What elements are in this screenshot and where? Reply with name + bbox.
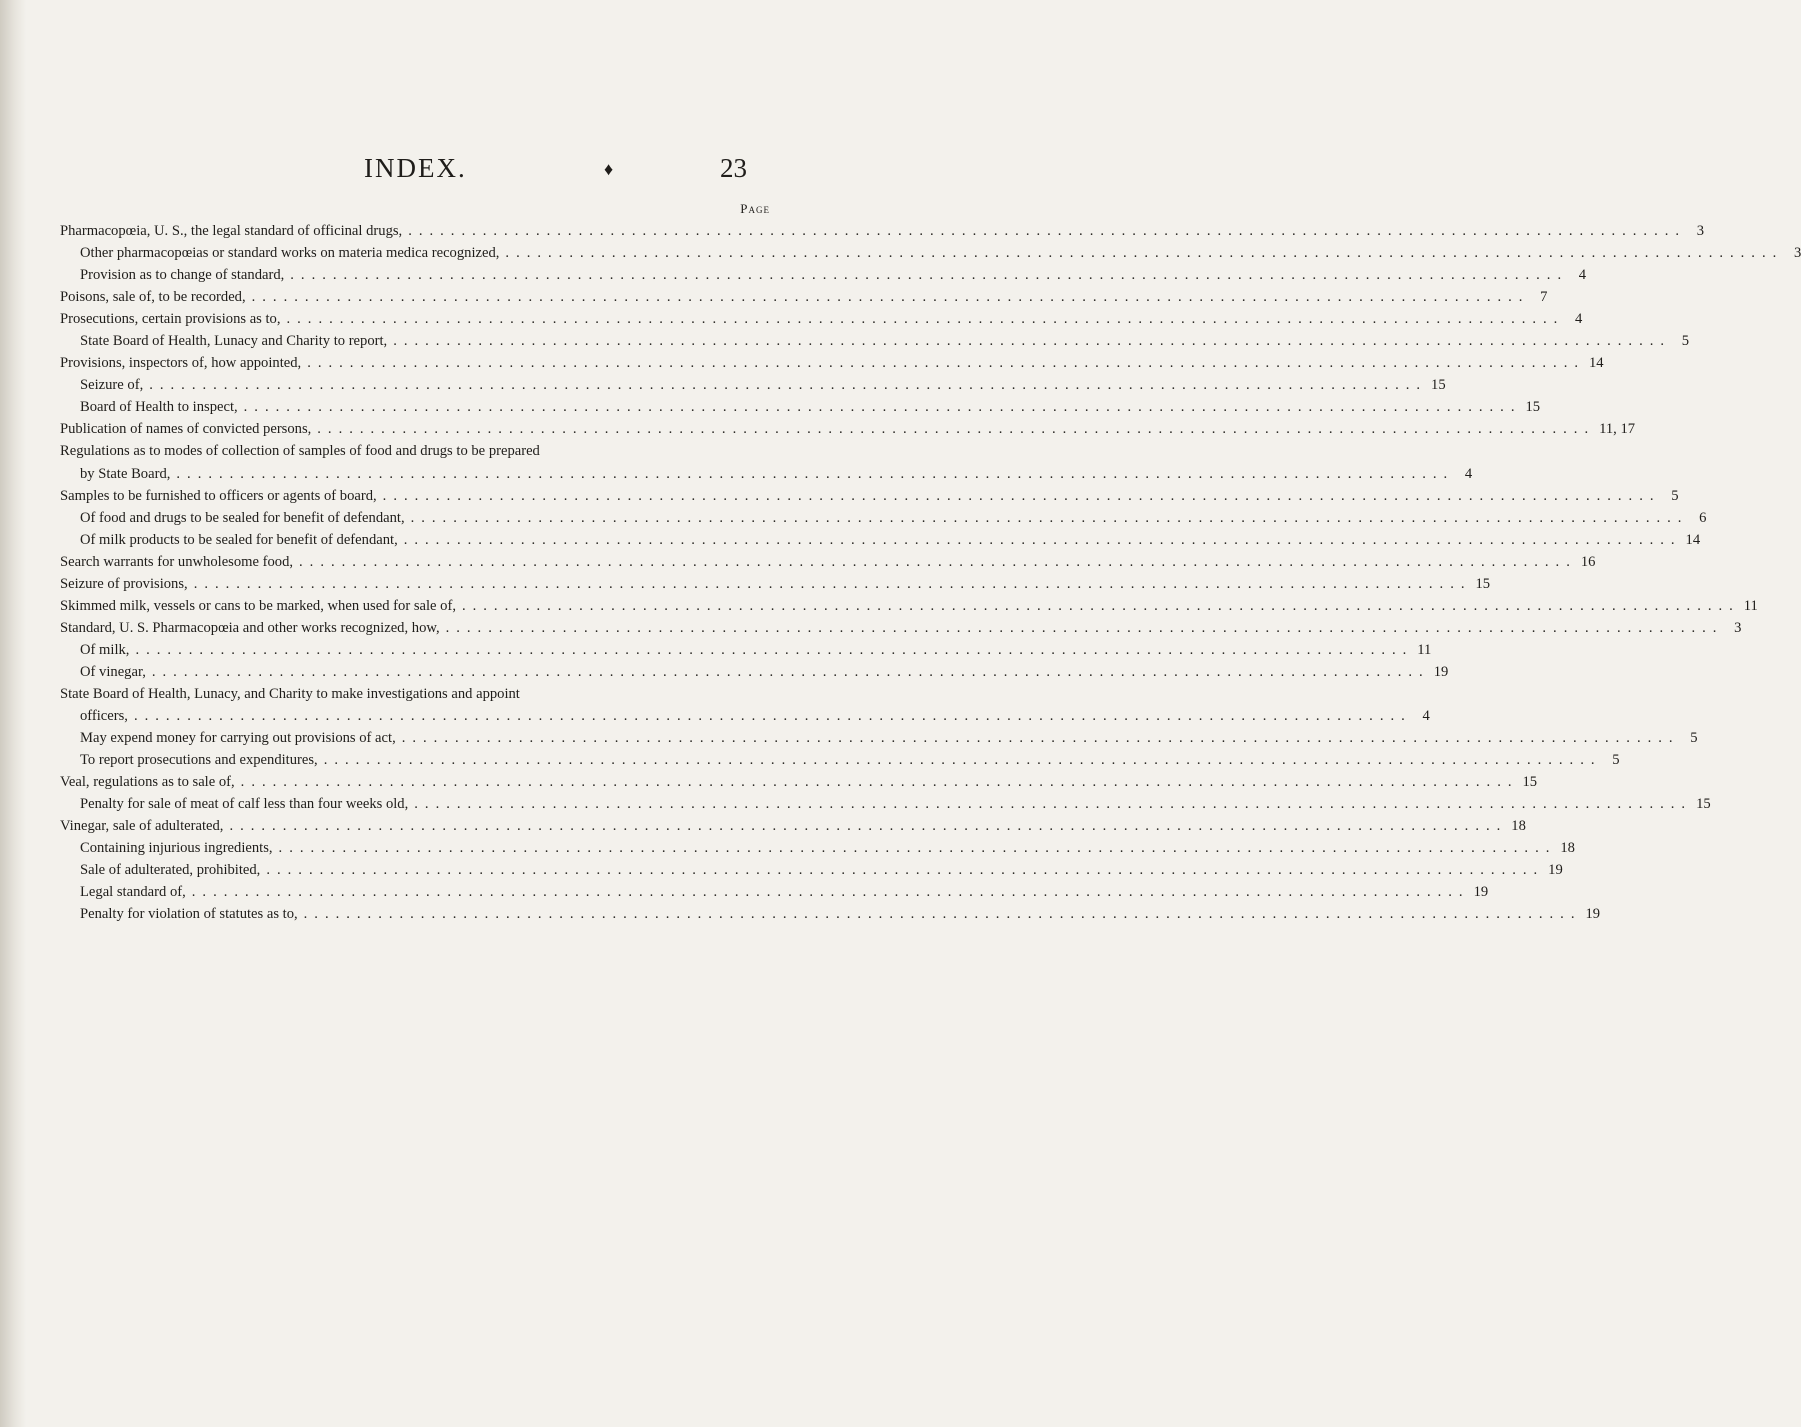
entry-page-number: 11 bbox=[1417, 641, 1432, 658]
index-entry bbox=[60, 264, 1587, 286]
entry-page-number: 18 bbox=[1511, 818, 1526, 835]
entry-page-number: 11, 17 bbox=[1599, 421, 1636, 438]
entry-text: officers, bbox=[80, 708, 128, 725]
index-entry bbox=[60, 573, 1491, 595]
entry-text: Publication of names of convicted persons, bbox=[60, 421, 312, 438]
page-spine-shadow bbox=[0, 0, 26, 1427]
entry-text: Containing injurious ingredients, bbox=[80, 840, 273, 857]
entry-text: Skimmed milk, vessels or cans to be marked, when used for sale of, bbox=[60, 597, 456, 614]
entry-page-number: 3 bbox=[1793, 245, 1801, 262]
dot-leader: ........................................................................................................................ bbox=[299, 553, 1577, 570]
entry-page-number: 15 bbox=[1475, 575, 1491, 592]
dot-leader: ........................................................................................................................ bbox=[303, 906, 1582, 923]
entry-page-number: 4 bbox=[1575, 311, 1583, 328]
dot-leader: ........................................................................................................................ bbox=[135, 641, 1414, 658]
entry-text: State Board of Health, Lunacy and Charity to report, bbox=[80, 333, 388, 350]
dot-leader: ........................................................................................................................ bbox=[193, 575, 1472, 592]
index-entry bbox=[60, 242, 1801, 264]
page-header bbox=[360, 153, 760, 193]
dot-leader: ........................................................................................................................ bbox=[307, 355, 1585, 372]
dot-leader: ........................................................................................................................ bbox=[286, 311, 1565, 328]
dot-leader: ........................................................................................................................ bbox=[278, 840, 1557, 857]
entry-text: Sale of adulterated, prohibited, bbox=[80, 862, 261, 879]
dot-leader: ........................................................................................................................ bbox=[382, 487, 1661, 504]
entry-text: Samples to be furnished to officers or agents of board, bbox=[60, 487, 377, 504]
entry-page-number: 5 bbox=[1612, 752, 1620, 769]
entry-text: Of food and drugs to be sealed for benefit of defendant, bbox=[80, 509, 405, 526]
entry-page-number: 5 bbox=[1681, 333, 1690, 350]
index-entry bbox=[60, 617, 1742, 639]
index-entry bbox=[60, 771, 1538, 793]
entry-text: Of milk products to be sealed for benefit of defendant, bbox=[80, 531, 398, 548]
index-entry bbox=[60, 815, 1526, 837]
index-entry bbox=[60, 352, 1604, 374]
index-entry bbox=[60, 485, 1679, 507]
entry-page-number: 3 bbox=[1696, 223, 1705, 239]
dot-leader: ........................................................................................................................ bbox=[414, 796, 1693, 813]
index-entry bbox=[60, 705, 1430, 727]
entry-text: Seizure of provisions, bbox=[60, 575, 188, 592]
index-entry bbox=[60, 727, 1698, 749]
entry-page-number: 19 bbox=[1585, 906, 1601, 923]
dot-leader: ........................................................................................................................ bbox=[149, 377, 1428, 394]
page-number: 23 bbox=[720, 153, 747, 183]
dot-leader: ........................................................................................................................ bbox=[323, 752, 1602, 769]
index-entry bbox=[60, 595, 1758, 617]
entry-page-number: 19 bbox=[1548, 862, 1563, 879]
entry-page-number: 18 bbox=[1560, 840, 1575, 857]
dot-leader: ........................................................................................................................ bbox=[403, 531, 1682, 548]
header-ornament: ♦ bbox=[604, 159, 614, 179]
dot-leader: ........................................................................................................................ bbox=[251, 289, 1530, 306]
entry-text: May expend money for carrying out provisions of act, bbox=[80, 730, 396, 747]
entry-text: Vinegar, sale of adulterated, bbox=[60, 818, 224, 835]
index-entry bbox=[60, 286, 1548, 308]
dot-leader: ........................................................................................................................ bbox=[176, 465, 1455, 482]
entry-page-number: 15 bbox=[1522, 774, 1538, 791]
entry-text: Provision as to change of standard, bbox=[80, 267, 285, 284]
dot-leader: ........................................................................................................................ bbox=[317, 421, 1596, 438]
entry-text: Other pharmacopœias or standard works on materia medica recognized, bbox=[80, 245, 500, 262]
index-entry bbox=[60, 440, 770, 462]
dot-leader: ........................................................................................................................ bbox=[290, 267, 1569, 284]
entry-text: Regulations as to modes of collection of samples of food and drugs to be prepared bbox=[60, 443, 540, 460]
entry-text: Penalty for sale of meat of calf less than four weeks old, bbox=[80, 796, 409, 813]
dot-leader: ........................................................................................................................ bbox=[240, 774, 1519, 791]
entry-text: Search warrants for unwholesome food, bbox=[60, 553, 294, 570]
entry-text: Of vinegar, bbox=[80, 663, 146, 680]
index-entry bbox=[60, 330, 1690, 352]
dot-leader: ........................................................................................................................ bbox=[505, 245, 1784, 262]
index-entry bbox=[60, 881, 1489, 903]
index-entry bbox=[60, 859, 1563, 881]
index-entry bbox=[60, 749, 1620, 771]
entry-page-number: 14 bbox=[1589, 355, 1604, 372]
dot-leader: ........................................................................................................................ bbox=[243, 399, 1522, 416]
entry-text: by State Board, bbox=[80, 465, 171, 482]
dot-leader: ........................................................................................................................ bbox=[229, 818, 1508, 835]
entry-page-number: 15 bbox=[1525, 399, 1541, 416]
entry-text: Penalty for violation of statutes as to, bbox=[80, 906, 298, 923]
entry-page-number: 16 bbox=[1580, 553, 1596, 570]
index-entry bbox=[60, 374, 1446, 396]
entry-text: Legal standard of, bbox=[80, 884, 186, 901]
index-entry bbox=[60, 529, 1701, 551]
entry-text: Poisons, sale of, to be recorded, bbox=[60, 289, 246, 306]
entry-page-number: 5 bbox=[1671, 487, 1679, 504]
index-entries bbox=[60, 220, 1801, 926]
dot-leader: ........................................................................................................................ bbox=[151, 663, 1430, 680]
index-entry bbox=[60, 661, 1449, 683]
entry-text: Prosecutions, certain provisions as to, bbox=[60, 311, 281, 328]
entry-text: Standard, U. S. Pharmacopœia and other works recognized, how, bbox=[60, 619, 440, 636]
entry-text: Seizure of, bbox=[80, 377, 144, 394]
entry-page-number: 14 bbox=[1685, 531, 1701, 548]
index-entry bbox=[60, 418, 1636, 440]
entry-page-number: 11 bbox=[1743, 597, 1758, 614]
index-entry bbox=[60, 507, 1707, 529]
index-entry bbox=[60, 220, 1705, 242]
entry-page-number: 6 bbox=[1699, 509, 1707, 526]
index-entry bbox=[60, 837, 1575, 859]
entry-page-number: 7 bbox=[1540, 289, 1548, 306]
index-entry bbox=[60, 903, 1601, 925]
entry-text: State Board of Health, Lunacy, and Charity to make investigations and appoint bbox=[60, 685, 520, 702]
index-entry bbox=[60, 308, 1583, 330]
dot-leader: ........................................................................................................................ bbox=[393, 333, 1672, 350]
entry-text: To report prosecutions and expenditures, bbox=[80, 752, 318, 769]
index-entry bbox=[60, 463, 1473, 485]
dot-leader: ........................................................................................................................ bbox=[461, 597, 1740, 614]
entry-page-number: 15 bbox=[1431, 377, 1446, 394]
entry-page-number: 4 bbox=[1464, 465, 1473, 482]
dot-leader: ........................................................................................................................ bbox=[266, 862, 1545, 879]
index-entry bbox=[60, 396, 1541, 418]
index-entry bbox=[60, 793, 1711, 815]
entry-page-number: 5 bbox=[1690, 730, 1698, 747]
dot-leader: ........................................................................................................................ bbox=[401, 730, 1680, 747]
dot-leader: ........................................................................................................................ bbox=[133, 708, 1412, 725]
entry-text: Pharmacopœia, U. S., the legal standard of officinal drugs, bbox=[60, 223, 403, 239]
dot-leader: ........................................................................................................................ bbox=[410, 509, 1689, 526]
dot-leader: ........................................................................................................................ bbox=[445, 619, 1724, 636]
entry-page-number: 15 bbox=[1696, 796, 1711, 813]
entry-page-number: 3 bbox=[1734, 619, 1742, 636]
index-entry bbox=[60, 551, 1596, 573]
entry-page-number: 19 bbox=[1473, 884, 1489, 901]
entry-text: Provisions, inspectors of, how appointed, bbox=[60, 355, 302, 372]
entry-page-number: 4 bbox=[1422, 708, 1430, 725]
index-entry bbox=[60, 683, 770, 705]
page-title: INDEX. bbox=[364, 153, 467, 183]
dot-leader: ........................................................................................................................ bbox=[191, 884, 1470, 901]
dot-leader: ........................................................................................................................ bbox=[408, 223, 1687, 239]
entry-text: Of milk, bbox=[80, 641, 130, 658]
entry-page-number: 4 bbox=[1578, 267, 1587, 284]
entry-text: Board of Health to inspect, bbox=[80, 399, 238, 416]
entry-page-number: 19 bbox=[1433, 663, 1449, 680]
entry-text: Veal, regulations as to sale of, bbox=[60, 774, 235, 791]
index-entry bbox=[60, 639, 1432, 661]
page-column-label: Page bbox=[740, 201, 770, 216]
